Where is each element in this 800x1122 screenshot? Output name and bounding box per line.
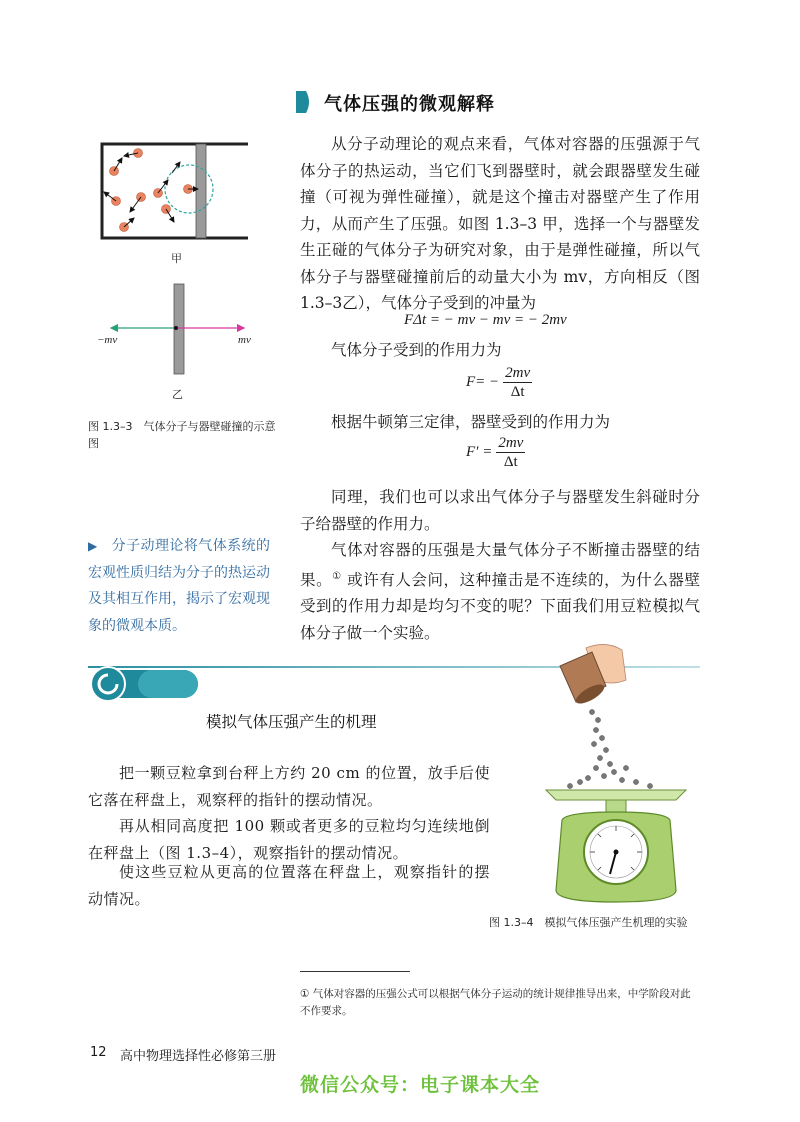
activity-banner-icon [88,664,200,704]
section-title: 气体压强的微观解释 [324,94,495,115]
figure-label-jia: 甲 [171,252,182,265]
paragraph-pressure-a: 气体对容器的压强是大量气体分子不断撞击器壁的结果。 [300,541,700,589]
line-newton-third: 根据牛顿第三定律，器壁受到的作用力为 [331,413,611,431]
activity-paragraph-2: 再从相同高度把 100 颗或者更多的豆粒均匀连续地倒在秤盘上（图 1.3–4），观察指针的摆动情况。 [88,817,490,862]
footnote-rule [300,971,410,972]
book-title: 高中物理选择性必修第三册 [120,1049,277,1064]
side-note [88,533,270,639]
figure-wall-collision [96,282,266,378]
eq3-denominator: Δt [503,454,518,470]
footnote-ref[interactable]: ① [332,570,342,582]
paragraph-1: 从分子动理论的观点来看，气体对容器的压强源于气体分子的热运动，当它们飞到器壁时，就会跟器壁发生碰撞（可视为弹性碰撞），就是这个撞击对器壁产生了作用力，从而产生了压强。如图 1.3–3 甲，选择一个与器壁发生正碰的气体分子为研究对象，由于是弹性碰撞，所以气体分子与器壁碰撞前后的动量大小为 mv，方向相反（图 1.3–3乙），气体分子受到的冲量为 [300,135,700,312]
section-marker-icon [296,91,312,113]
eq2-numerator: 2mv [505,365,531,381]
eq2-denominator: Δt [510,384,525,400]
label-mv: mv [238,334,251,346]
footnote: ① 气体对容器的压强公式可以根据气体分子运动的统计规律推导出来，中学阶段对此不作要求。 [300,988,691,1017]
equation-impulse: FΔt = − mv − mv = − 2mv [404,312,567,328]
activity-paragraph-1: 把一颗豆粒拿到台秤上方约 20 cm 的位置，放手后使它落在秤盘上，观察秤的指针的摆动情况。 [88,764,490,809]
wechat-banner: 微信公众号：电子课本大全 [300,1074,541,1096]
eq2-lhs: F= − [466,374,500,390]
figure-1-3-4-caption: 图 1.3–4 模拟气体压强产生机理的实验 [489,916,688,929]
eq2-fraction [503,364,532,401]
equation-force-wall [466,434,525,471]
side-note-text: 分子动理论将气体系统的宏观性质归结为分子的热运动及其相互作用，揭示了宏观现象的微观本质。 [88,538,271,634]
eq3-fraction [496,434,525,471]
figure-1-3-3-caption: 图 1.3–3 气体分子与器壁碰撞的示意图 [88,420,276,450]
activity-paragraph-3: 使这些豆粒从更高的位置落在秤盘上，观察指针的摆动情况。 [88,863,490,908]
page-number: 12 [90,1045,107,1060]
eq3-lhs: F′ = [466,444,493,460]
eq3-numerator: 2mv [498,435,524,451]
paragraph-pressure [300,537,700,646]
paragraph-pressure-b: 或许有人会问，这种撞击是不连续的，为什么器壁受到的作用力却是均匀不变的呢？下面我们用豆粒模拟气体分子做一个实验。 [300,570,700,642]
figure-scale-beans [526,640,706,908]
side-note-marker-icon: ▶ [88,539,98,553]
line-force-on-molecule: 气体分子受到的作用力为 [331,341,502,359]
figure-container-molecules [96,140,256,244]
figure-label-yi: 乙 [172,388,183,401]
activity-title: 模拟气体压强产生的机理 [206,713,377,731]
label-neg-mv: −mv [97,334,118,346]
equation-force-molecule [466,364,532,401]
paragraph-oblique: 同理，我们也可以求出气体分子与器壁发生斜碰时分子给器壁的作用力。 [300,488,700,533]
